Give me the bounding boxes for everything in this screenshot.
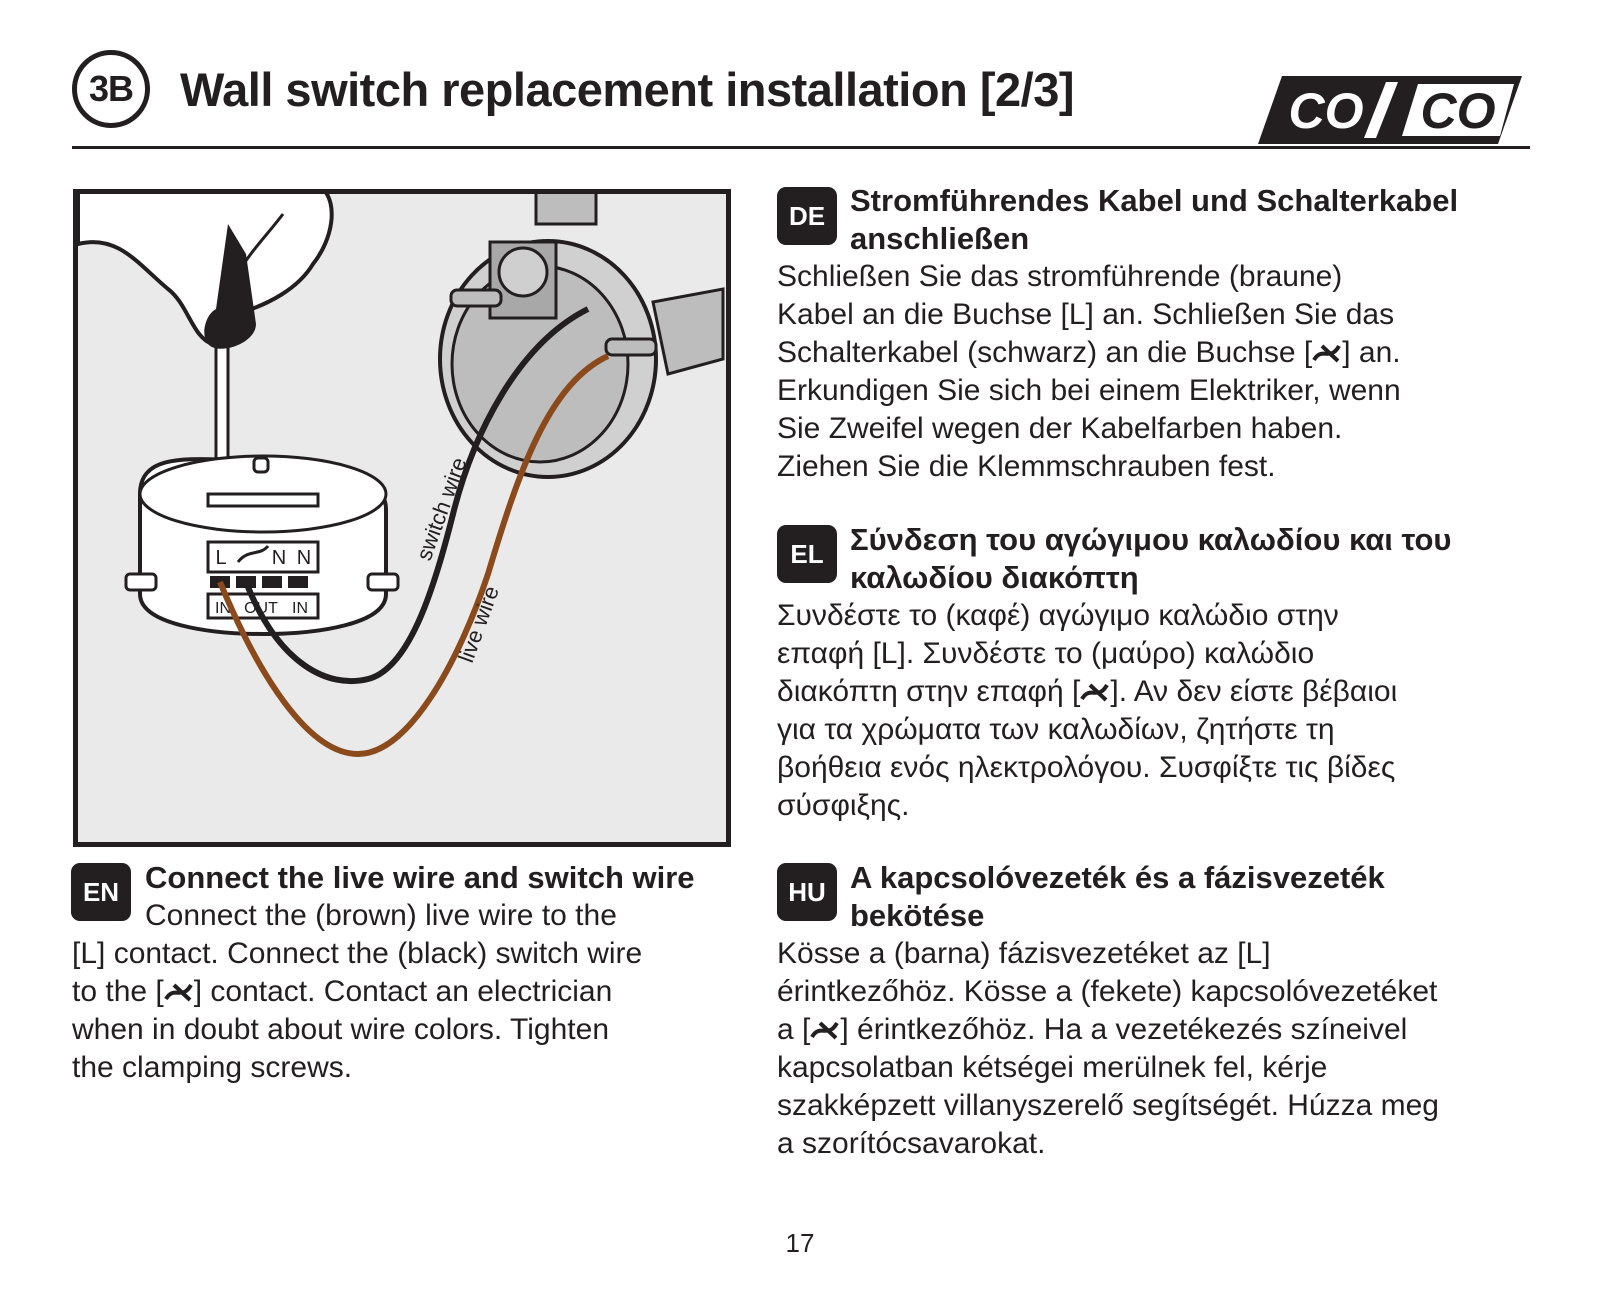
en-body-line-1: Connect the (brown) live wire to the: [145, 899, 617, 932]
switch-wire-label: switch wire: [411, 454, 472, 564]
de-body-line-6: Ziehen Sie die Klemmschrauben fest.: [777, 450, 1276, 483]
switch-contact-icon: [810, 1019, 840, 1041]
brand-logo: [1258, 76, 1522, 144]
hu-body-line-3: a [ ] érintkezőhöz. Ha a vezetékezés színeivel: [777, 1013, 1408, 1046]
port-label-in2: IN: [292, 600, 308, 617]
de-body-line-4: Erkundigen Sie sich bei einem Elektriker, wenn: [777, 374, 1401, 407]
el-body-line-6: σύσφιξης.: [777, 789, 910, 822]
hu-body-line-2: érintkezőhöz. Kösse a (fekete) kapcsolóvezetéket: [777, 975, 1438, 1008]
hu-title-line-2: bekötése: [850, 898, 985, 933]
el-title-line-1: Σύνδεση του αγώγιμου καλωδίου και του: [850, 522, 1452, 557]
el-body-line-3: διακόπτη στην επαφή [ ]. Αν δεν είστε βέβαιοι: [777, 675, 1398, 708]
port-label-out: OUT: [244, 600, 278, 617]
terminal-label-l: L: [215, 547, 227, 569]
en-body-line-5: the clamping screws.: [72, 1051, 353, 1084]
en-title: Connect the live wire and switch wire: [145, 860, 695, 895]
switch-contact-icon: [1312, 342, 1342, 364]
hu-body-line-6: a szorítócsavarokat.: [777, 1127, 1046, 1160]
el-body-line-5: βοήθεια ενός ηλεκτρολόγου. Συσφίξτε τις βίδες: [777, 751, 1396, 784]
hu-body-line-1: Kösse a (barna) fázisvezetéket az [L]: [777, 937, 1271, 970]
de-body-line-1: Schließen Sie das stromführende (braune): [777, 260, 1343, 293]
en-body-line-2: [L] contact. Connect the (black) switch wire: [72, 937, 643, 970]
de-body-line-3: Schalterkabel (schwarz) an die Buchse [ ] an.: [777, 336, 1401, 369]
el-body-line-1: Συνδέστε το (καφέ) αγώγιμο καλώδιο στην: [777, 599, 1339, 632]
lang-badge-hu: HU: [777, 863, 837, 921]
de-body-line-2: Kabel an die Buchse [L] an. Schließen Sie das: [777, 298, 1395, 331]
el-title-line-2: καλωδίου διακόπτη: [850, 560, 1139, 595]
en-body-line-3: to the [ ] contact. Contact an electrician: [72, 975, 613, 1008]
terminal-label-n1: N: [271, 547, 287, 569]
en-body-line-4: when in doubt about wire colors. Tighten: [72, 1013, 609, 1046]
el-body-line-4: για τα χρώματα των καλωδίων, ζητήστε τη: [777, 713, 1335, 746]
hu-body-line-4: kapcsolatban kétségei merülnek fel, kérje: [777, 1051, 1328, 1084]
de-body-line-5: Sie Zweifel wegen der Kabelfarben haben.: [777, 412, 1343, 445]
el-body-line-2: επαφή [L]. Συνδέστε το (μαύρο) καλώδιο: [777, 637, 1315, 670]
svg-text:CO: CO: [1288, 83, 1364, 139]
header-rule: [72, 146, 1530, 149]
page-number: 17: [785, 1228, 815, 1258]
port-label-in1: IN: [215, 600, 231, 617]
page-title: Wall switch replacement installation [2/3]: [180, 63, 1074, 116]
switch-contact-icon: [164, 981, 194, 1003]
wiring-illustration: [73, 189, 731, 847]
lang-badge-el: EL: [777, 525, 837, 583]
switch-contact-icon: [1080, 681, 1110, 703]
terminal-label-n2: N: [296, 547, 312, 569]
lang-badge-en: EN: [71, 863, 131, 921]
live-wire-label: live wire: [453, 582, 504, 666]
de-title-line-2: anschließen: [850, 221, 1030, 256]
hu-body-line-5: szakképzett villanyszerelő segítségét. Húzza meg: [777, 1089, 1439, 1122]
de-title-line-1: Stromführendes Kabel und Schalterkabel: [850, 183, 1459, 218]
step-number: 3B: [88, 68, 134, 109]
step-badge: [72, 50, 150, 128]
hu-title-line-1: A kapcsolóvezeték és a fázisvezeték: [850, 860, 1385, 895]
lang-badge-de: DE: [777, 187, 837, 245]
svg-text:CO: CO: [1420, 83, 1496, 139]
wiring-diagram: [78, 194, 726, 842]
